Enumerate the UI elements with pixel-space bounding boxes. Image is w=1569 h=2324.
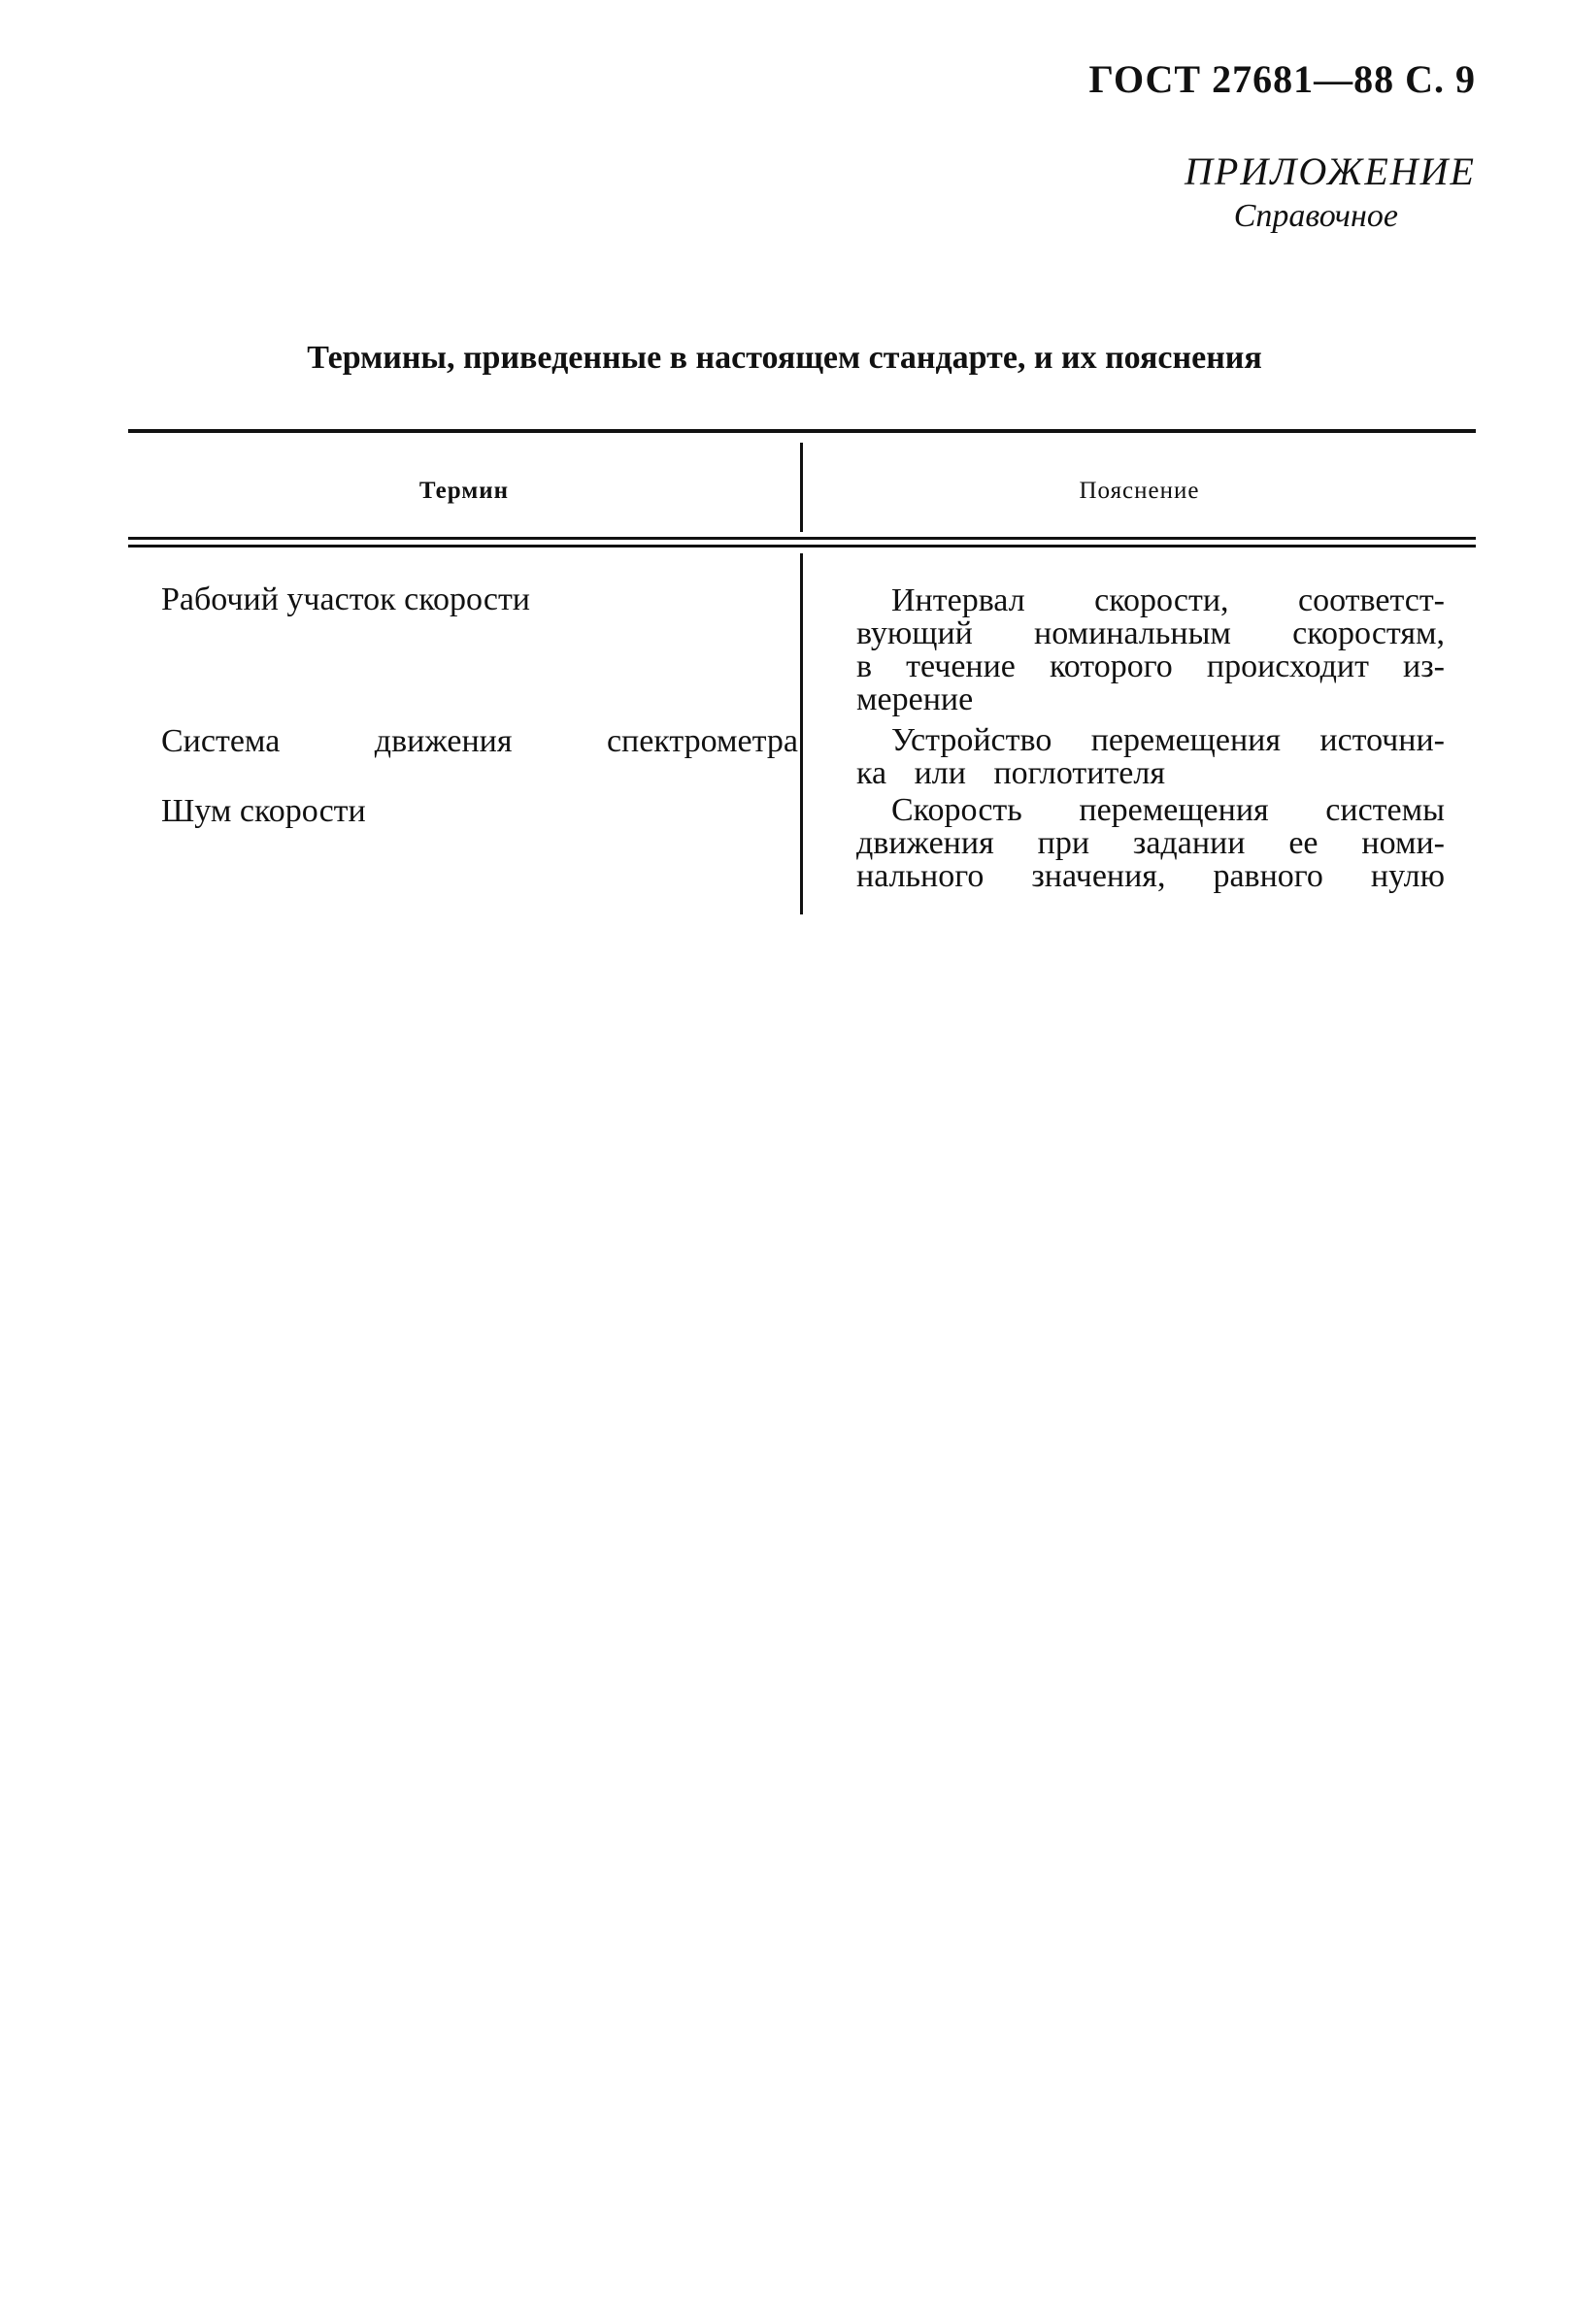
header-double-rule-lower — [128, 545, 1476, 548]
explanation-line: Устройство перемещения источни- — [891, 722, 1445, 758]
header-double-rule-upper — [128, 537, 1476, 540]
term-cell: Шум скорости — [161, 793, 366, 829]
term-cell: Система движения спектрометра — [161, 723, 798, 759]
body-column-divider — [800, 553, 803, 914]
explanation-line: мерение — [856, 681, 974, 717]
terms-table — [128, 429, 1476, 914]
explanation-line: вующий номинальным скоростям, — [856, 615, 1445, 651]
explanation-line: в течение которого происходит из- — [856, 648, 1445, 684]
term-cell: Рабочий участок скорости — [161, 581, 530, 617]
explanation-line: нального значения, равного нулю — [856, 858, 1445, 894]
explanation-cell — [856, 794, 1445, 893]
appendix-subtitle: Справочное — [1233, 198, 1398, 234]
table-title: Термины, приведенные в настоящем стандарте, и их пояснения — [307, 340, 1262, 376]
explanation-cell — [856, 584, 1445, 716]
explanation-line: Интервал скорости, соответст- — [891, 582, 1445, 618]
explanation-line: ка или поглотителя — [856, 755, 1165, 791]
explanation-line: движения при задании ее номи- — [856, 825, 1445, 861]
table-top-rule — [128, 429, 1476, 433]
explanation-cell — [856, 724, 1445, 790]
appendix-title: ПРИЛОЖЕНИЕ — [1185, 149, 1476, 193]
column-header-explanation: Пояснение — [1079, 478, 1200, 504]
explanation-line: Скорость перемещения системы — [891, 792, 1445, 828]
column-header-term: Термин — [418, 478, 510, 504]
page-header-standard-ref: ГОСТ 27681—88 С. 9 — [1088, 57, 1476, 101]
appendix-heading — [1185, 148, 1476, 238]
